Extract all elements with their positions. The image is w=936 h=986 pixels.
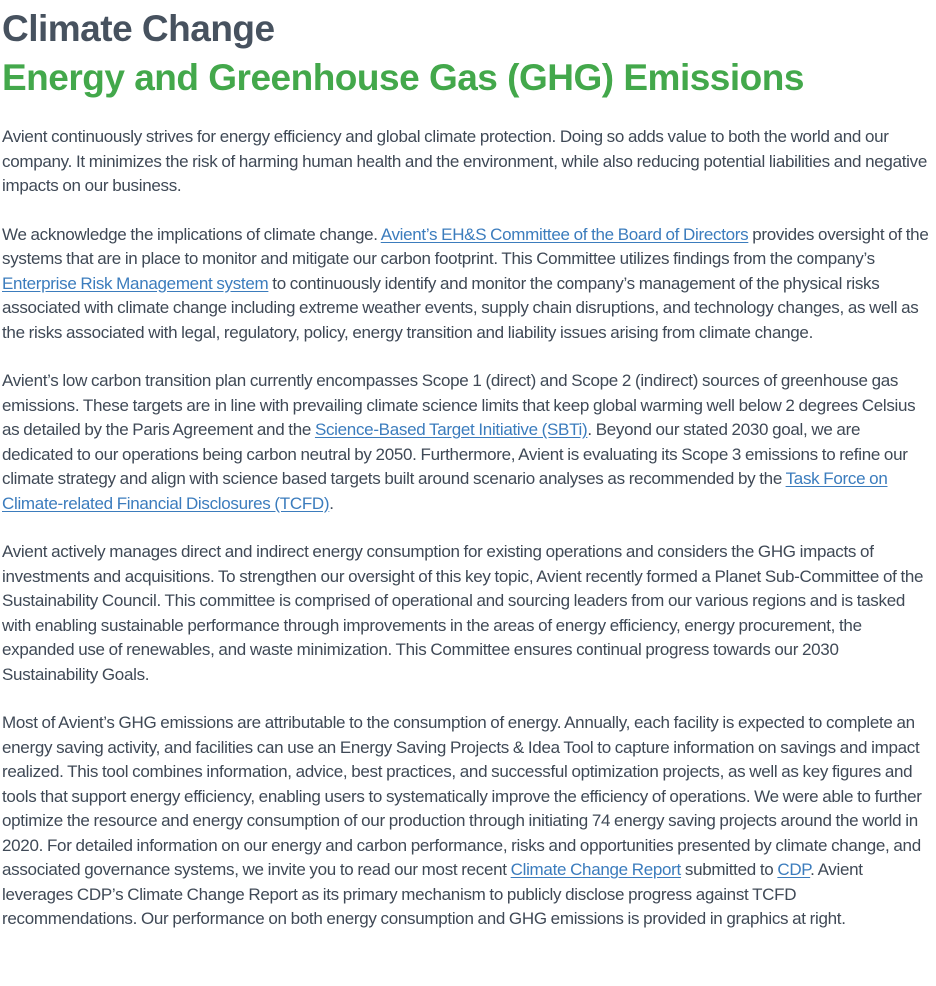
paragraph-text: Avient’s low carbon transition plan currently encompasses Scope 1 (direct) and Scope 2 (indirect) sources of greenhouse gas emissions. These targets are in line with prevailing climate science limits that keep global warming well below 2 degrees Celsius as detailed by the Paris Agreement and the (2, 371, 916, 439)
paragraph-text: Most of Avient’s GHG emissions are attributable to the consumption of energy. Annually, each facility is expected to complete an energy saving activity, and facilities can use an Energy Saving Projects & Idea Tool to capture information on savings and impact realized. This tool combines information, advice, best practices, and successful optimization projects, as well as key figures and tools that support energy efficiency, enabling users to systematically improve the efficiency of operations. We were able to further optimize the resource and energy consumption of our production through initiating 74 energy saving projects around the world in 2020. For detailed information on our energy and carbon performance, risks and opportunities presented by climate change, and associated governance systems, we invite you to read our most recent (2, 713, 922, 879)
paragraph-text: . (329, 493, 334, 513)
sbti-link[interactable]: Science-Based Target Initiative (SBTi) (314, 420, 588, 439)
paragraph-4 (2, 540, 934, 687)
climate-change-report-link[interactable]: Climate Change Report (510, 860, 681, 879)
page-title: Energy and Greenhouse Gas (GHG) Emissions (2, 57, 804, 98)
paragraph-text: Avient actively manages direct and indirect energy consumption for existing operations and considers the GHG impacts of investments and acquisitions. To strengthen our oversight of this key topic, Avient recently formed a Planet Sub-Committee of the Sustainability Council. This committee is comprised of operational and sourcing leaders from our various regions and is tasked with enabling sustainable performance through improvements in the areas of energy efficiency, energy procurement, the expanded use of renewables, and waste minimization. This Committee ensures continual progress towards our 2030 Sustainability Goals. (2, 542, 924, 684)
paragraph-text: We acknowledge the implications of climate change. (2, 224, 381, 244)
enterprise-risk-management-link[interactable]: Enterprise Risk Management system (2, 273, 269, 293)
paragraph-3 (2, 369, 934, 516)
paragraph-text: submitted to (680, 860, 778, 879)
article-body (2, 125, 934, 932)
cdp-link[interactable]: CDP (777, 860, 811, 879)
paragraph-5 (2, 711, 934, 932)
paragraph-text: . Avient leverages CDP’s Climate Change Report as its primary mechanism to publicly disclose progress against TCFD recommendations. Our performance on both energy consumption and GHG emissions is provided in graphics at right. (2, 860, 863, 928)
paragraph-text: provides oversight of the systems that are in place to monitor and mitigate our carbon footprint. This Committee utilizes findings from the company’s (2, 224, 929, 268)
ehs-committee-link[interactable]: Avient’s EH&S Committee of the Board of Directors (380, 224, 749, 244)
paragraph-text: Avient continuously strives for energy efficiency and global climate protection. Doing so adds value to both the world and our company. It minimizes the risk of harming human health and the environment, while also reducing potential liabilities and negative impacts on our business. (2, 127, 927, 195)
paragraph-text: to continuously identify and monitor the company’s management of the physical risks associated with climate change including extreme weather events, supply chain disruptions, and technology changes, as well as the risks associated with legal, regulatory, policy, energy transition and liability issues arising from climate change. (2, 273, 919, 342)
paragraph-1 (2, 125, 934, 199)
paragraph-text: . Beyond our stated 2030 goal, we are dedicated to our operations being carbon neutral by 2050. Furthermore, Avient is evaluating its Scope 3 emissions to refine our climate strategy and align with science based targets built around scenario analyses as recommended by the (2, 420, 908, 488)
section-title: Climate Change (2, 8, 275, 49)
paragraph-2 (2, 223, 934, 346)
tcfd-link[interactable]: Task Force on Climate-related Financial Disclosures (TCFD) (2, 469, 888, 513)
